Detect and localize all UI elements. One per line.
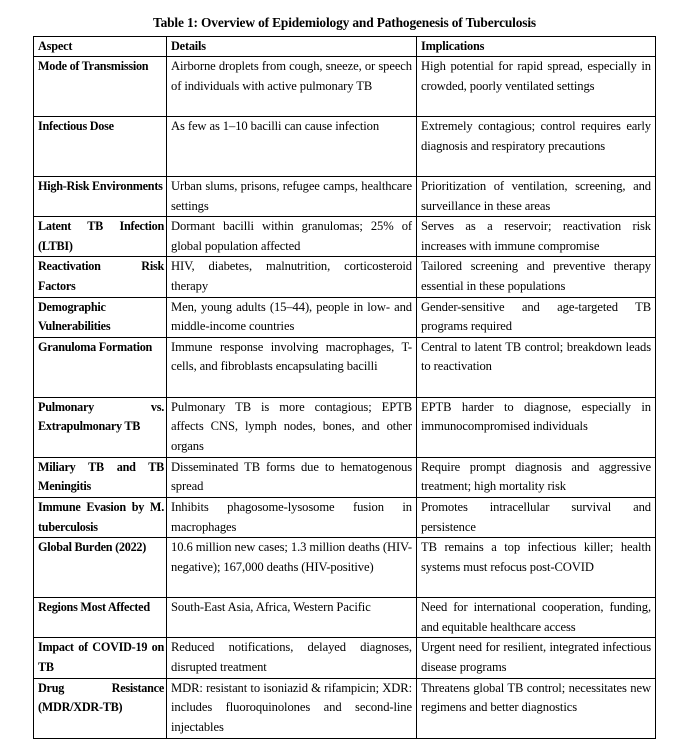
row-implications: Central to latent TB control; breakdown leads to reactivation [417,337,656,397]
table-row [34,397,656,457]
row-aspect: Infectious Dose [34,117,167,177]
row-details: Reduced notifications, delayed diagnoses, disrupted treatment [167,638,417,678]
table-row [34,497,656,537]
row-implications: Extremely contagious; control requires early diagnosis and respiratory precautions [417,117,656,177]
table-row [34,598,656,638]
table-row [34,638,656,678]
row-details: South-East Asia, Africa, Western Pacific [167,598,417,638]
row-aspect: Immune Evasion by M. tuberculosis [34,497,167,537]
table-header-row [34,37,656,57]
row-aspect: Pulmonary vs. Extrapulmonary TB [34,397,167,457]
row-details: Men, young adults (15–44), people in low- and middle-income countries [167,297,417,337]
row-implications: Promotes intracellular survival and persistence [417,497,656,537]
row-details: Airborne droplets from cough, sneeze, or speech of individuals with active pulmonary TB [167,57,417,117]
row-details: Urban slums, prisons, refugee camps, healthcare settings [167,177,417,217]
row-implications: Threatens global TB control; necessitates new regimens and better diagnostics [417,678,656,738]
row-implications: EPTB harder to diagnose, especially in immunocompromised individuals [417,397,656,457]
row-details: As few as 1–10 bacilli can cause infection [167,117,417,177]
table-row [34,297,656,337]
row-implications: High potential for rapid spread, especially in crowded, poorly ventilated settings [417,57,656,117]
row-aspect: Drug Resistance (MDR/XDR-TB) [34,678,167,738]
row-details: Immune response involving macrophages, T-cells, and fibroblasts encapsulating bacilli [167,337,417,397]
row-aspect: Granuloma Formation [34,337,167,397]
row-aspect: Reactivation Risk Factors [34,257,167,297]
header-aspect: Aspect [34,37,167,57]
epidemiology-table [33,36,656,739]
row-aspect: High-Risk Environments [34,177,167,217]
row-implications: Serves as a reservoir; reactivation risk increases with immune compromise [417,217,656,257]
row-aspect: Impact of COVID-19 on TB [34,638,167,678]
row-implications: Gender-sensitive and age-targeted TB programs required [417,297,656,337]
table-row [34,57,656,117]
row-aspect: Mode of Transmission [34,57,167,117]
row-details: Disseminated TB forms due to hematogenous spread [167,457,417,497]
header-implications: Implications [417,37,656,57]
row-implications: Urgent need for resilient, integrated infectious disease programs [417,638,656,678]
row-details: 10.6 million new cases; 1.3 million deaths (HIV-negative); 167,000 deaths (HIV-positive) [167,538,417,598]
row-aspect: Miliary TB and TB Meningitis [34,457,167,497]
table-row [34,678,656,738]
table-row [34,457,656,497]
table-row [34,538,656,598]
row-implications: Prioritization of ventilation, screening, and surveillance in these areas [417,177,656,217]
row-details: Inhibits phagosome-lysosome fusion in macrophages [167,497,417,537]
row-aspect: Regions Most Affected [34,598,167,638]
row-implications: Require prompt diagnosis and aggressive treatment; high mortality risk [417,457,656,497]
header-details: Details [167,37,417,57]
row-details: MDR: resistant to isoniazid & rifampicin; XDR: includes fluoroquinolones and second-line injectables [167,678,417,738]
row-aspect: Global Burden (2022) [34,538,167,598]
row-implications: TB remains a top infectious killer; health systems must refocus post-COVID [417,538,656,598]
table-row [34,337,656,397]
table-row [34,177,656,217]
table-row [34,257,656,297]
table-row [34,117,656,177]
row-details: HIV, diabetes, malnutrition, corticosteroid therapy [167,257,417,297]
row-details: Pulmonary TB is more contagious; EPTB affects CNS, lymph nodes, bones, and other organs [167,397,417,457]
row-details: Dormant bacilli within granulomas; 25% of global population affected [167,217,417,257]
table-caption: Table 1: Overview of Epidemiology and Pathogenesis of Tuberculosis [153,15,536,30]
row-implications: Tailored screening and preventive therapy essential in these populations [417,257,656,297]
row-implications: Need for international cooperation, funding, and equitable healthcare access [417,598,656,638]
table-row [34,217,656,257]
row-aspect: Latent TB Infection (LTBI) [34,217,167,257]
row-aspect: Demographic Vulnerabilities [34,297,167,337]
